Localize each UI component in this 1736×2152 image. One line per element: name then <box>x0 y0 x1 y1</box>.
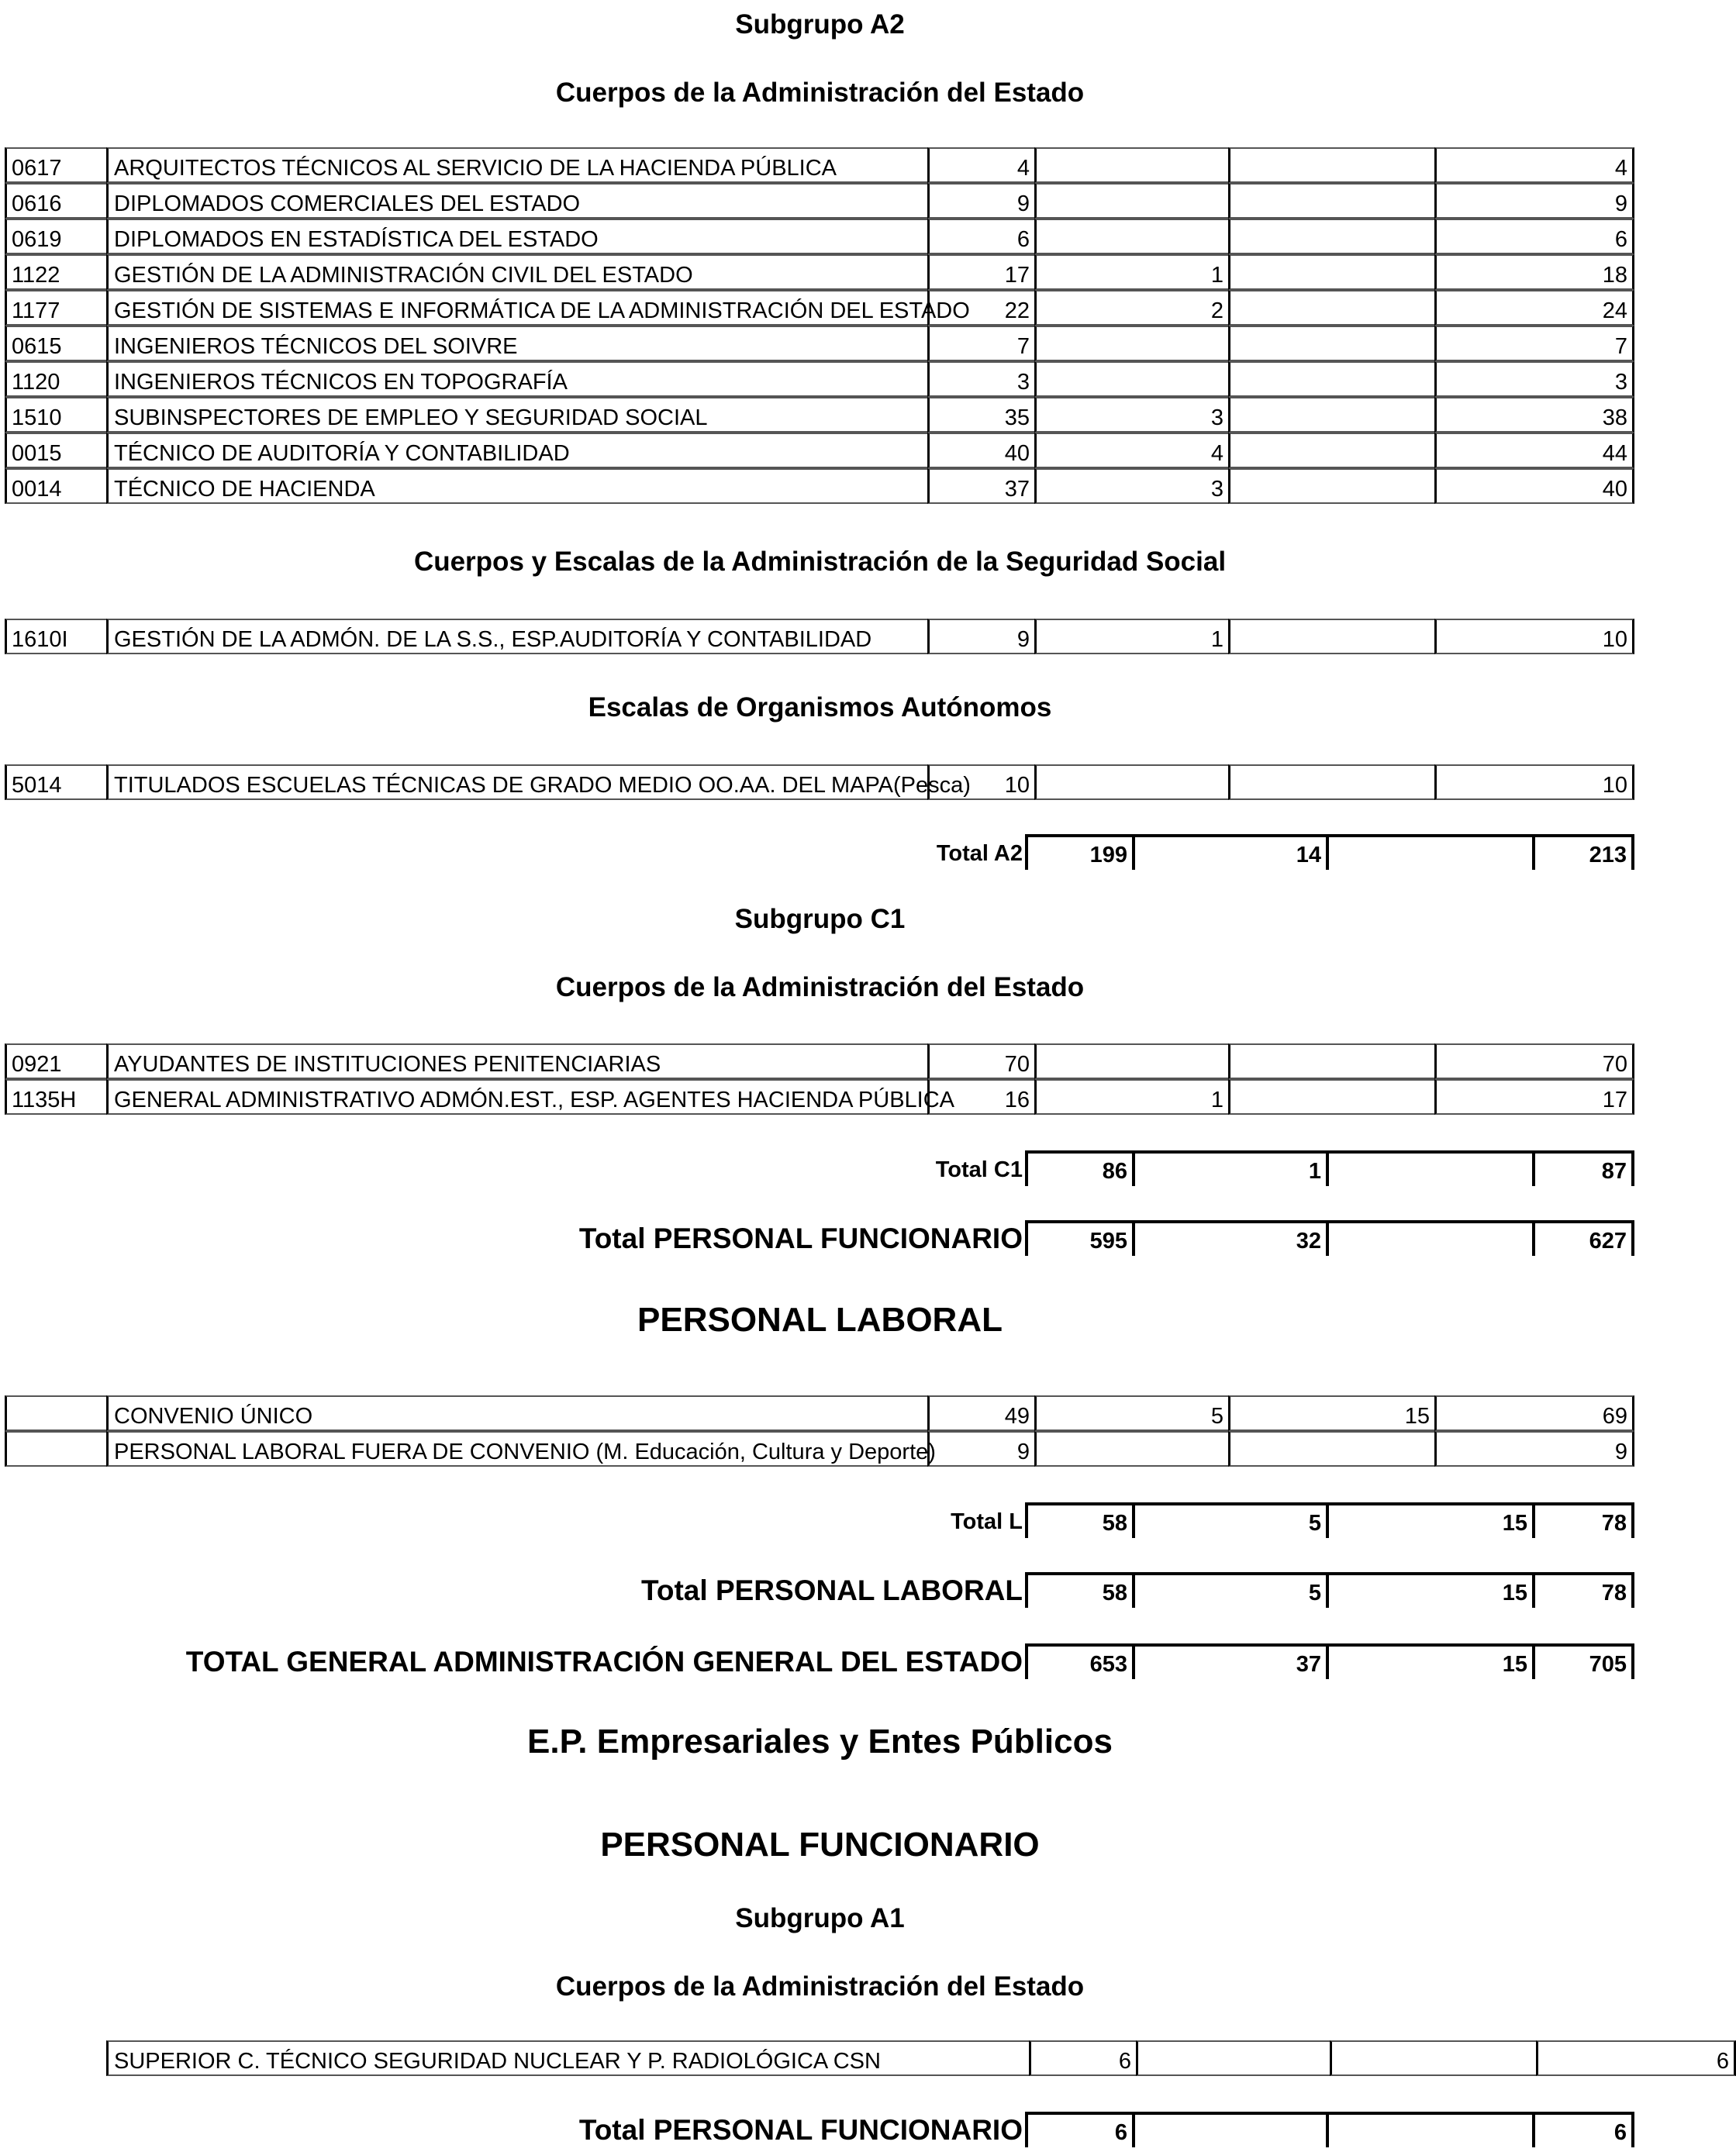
section-title-cuerpos-estado: Cuerpos de la Administración del Estado <box>555 1971 1085 2002</box>
row-value-2: 3 <box>1034 468 1228 504</box>
total-value-2: 5 <box>1132 1575 1326 1608</box>
total-cells <box>1025 1220 1634 1256</box>
total-cells <box>1025 834 1634 870</box>
total-value-3 <box>1326 837 1532 870</box>
row-name: INGENIEROS TÉCNICOS EN TOPOGRAFÍA <box>106 361 1029 397</box>
row-code: 1177 <box>5 290 106 326</box>
total-value-3 <box>1326 2115 1532 2147</box>
table-row <box>5 1043 1634 1079</box>
row-name: ARQUITECTOS TÉCNICOS AL SERVICIO DE LA HACIENDA PÚBLICA <box>106 147 1029 183</box>
row-value-2: 4 <box>1034 433 1228 468</box>
row-name: GESTIÓN DE LA ADMINISTRACIÓN CIVIL DEL ESTADO <box>106 254 1029 290</box>
total-label: Total C1 <box>935 1157 1023 1182</box>
row-value-total: 10 <box>1434 764 1634 800</box>
row-code <box>5 1395 106 1431</box>
row-code <box>5 1431 106 1467</box>
total-value-3: 15 <box>1326 1575 1532 1608</box>
row-value-1: 7 <box>927 326 1034 361</box>
total-value-3: 15 <box>1326 1647 1532 1679</box>
row-value-3 <box>1330 2040 1536 2076</box>
row-value-total: 24 <box>1434 290 1634 326</box>
row-value-1: 49 <box>927 1395 1034 1431</box>
row-name: SUPERIOR C. TÉCNICO SEGURIDAD NUCLEAR Y P. RADIOLÓGICA CSN <box>106 2040 1029 2076</box>
row-value-2: 3 <box>1034 397 1228 433</box>
row-value-total: 6 <box>1434 219 1634 254</box>
row-value-1: 70 <box>927 1043 1034 1079</box>
row-value-2: 1 <box>1034 619 1228 654</box>
row-value-1: 35 <box>927 397 1034 433</box>
total-value-1: 199 <box>1025 837 1132 870</box>
total-value-3: 15 <box>1326 1505 1532 1538</box>
row-name: GESTIÓN DE SISTEMAS E INFORMÁTICA DE LA ADMINISTRACIÓN DEL ESTADO <box>106 290 1029 326</box>
row-value-2 <box>1034 147 1228 183</box>
section-title-personal-funcionario: PERSONAL FUNCIONARIO <box>600 1826 1040 1864</box>
row-value-3 <box>1228 1043 1434 1079</box>
row-name: GESTIÓN DE LA ADMÓN. DE LA S.S., ESP.AUDITORÍA Y CONTABILIDAD <box>106 619 1029 654</box>
row-value-total: 4 <box>1434 147 1634 183</box>
row-value-total: 69 <box>1434 1395 1634 1431</box>
row-value-3 <box>1228 433 1434 468</box>
row-value-total: 44 <box>1434 433 1634 468</box>
row-name: GENERAL ADMINISTRATIVO ADMÓN.EST., ESP. AGENTES HACIENDA PÚBLICA <box>106 1079 1029 1115</box>
total-label: Total L <box>951 1509 1023 1534</box>
row-value-total: 7 <box>1434 326 1634 361</box>
section-title-subgrupo-c1: Subgrupo C1 <box>734 904 906 934</box>
row-value-1: 16 <box>927 1079 1034 1115</box>
row-name: CONVENIO ÚNICO <box>106 1395 1029 1431</box>
total-label: TOTAL GENERAL ADMINISTRACIÓN GENERAL DEL ESTADO <box>185 1646 1023 1678</box>
total-value-2: 5 <box>1132 1505 1326 1538</box>
total-label: Total A2 <box>936 841 1023 866</box>
row-name: TITULADOS ESCUELAS TÉCNICAS DE GRADO MEDIO OO.AA. DEL MAPA(Pesca) <box>106 764 1029 800</box>
row-value-1: 9 <box>927 1431 1034 1467</box>
row-value-total: 38 <box>1434 397 1634 433</box>
row-value-2 <box>1034 219 1228 254</box>
table-row <box>5 361 1634 397</box>
row-value-3 <box>1228 361 1434 397</box>
table-row <box>5 326 1634 361</box>
total-row-personal-laboral <box>0 1572 1640 1608</box>
total-value-1: 595 <box>1025 1223 1132 1256</box>
total-row-a2 <box>0 834 1640 870</box>
total-value-2: 1 <box>1132 1154 1326 1186</box>
row-value-1: 22 <box>927 290 1034 326</box>
row-code: 0615 <box>5 326 106 361</box>
total-value-1: 653 <box>1025 1647 1132 1679</box>
row-value-total: 70 <box>1434 1043 1634 1079</box>
row-code: 1510 <box>5 397 106 433</box>
total-value-total: 78 <box>1532 1505 1634 1538</box>
table-row <box>5 764 1634 800</box>
row-name: TÉCNICO DE AUDITORÍA Y CONTABILIDAD <box>106 433 1029 468</box>
section-title-cuerpos-estado: Cuerpos de la Administración del Estado <box>555 78 1085 108</box>
row-name: DIPLOMADOS EN ESTADÍSTICA DEL ESTADO <box>106 219 1029 254</box>
row-value-1: 6 <box>1029 2040 1136 2076</box>
table-row <box>5 147 1634 183</box>
row-value-2 <box>1034 361 1228 397</box>
row-value-3 <box>1228 764 1434 800</box>
row-code: 1120 <box>5 361 106 397</box>
total-value-total: 6 <box>1532 2115 1634 2147</box>
total-row-personal-funcionario <box>0 1220 1640 1256</box>
row-value-2: 2 <box>1034 290 1228 326</box>
row-value-2 <box>1136 2040 1330 2076</box>
total-value-2: 37 <box>1132 1647 1326 1679</box>
total-value-total: 213 <box>1532 837 1634 870</box>
row-value-2 <box>1034 1431 1228 1467</box>
table-row <box>5 290 1634 326</box>
total-row-c1 <box>0 1150 1640 1186</box>
total-value-2: 32 <box>1132 1223 1326 1256</box>
total-cells <box>1025 2112 1634 2147</box>
table-row <box>106 2040 1729 2076</box>
row-value-3 <box>1228 397 1434 433</box>
row-value-1: 37 <box>927 468 1034 504</box>
total-value-3 <box>1326 1154 1532 1186</box>
row-value-3 <box>1228 326 1434 361</box>
row-value-2 <box>1034 1043 1228 1079</box>
row-code: 0619 <box>5 219 106 254</box>
table-row <box>5 254 1634 290</box>
row-value-3: 15 <box>1228 1395 1434 1431</box>
table-row <box>5 1395 1634 1431</box>
row-name: TÉCNICO DE HACIENDA <box>106 468 1029 504</box>
row-value-1: 6 <box>927 219 1034 254</box>
total-cells <box>1025 1643 1634 1679</box>
row-name: DIPLOMADOS COMERCIALES DEL ESTADO <box>106 183 1029 219</box>
row-value-3 <box>1228 254 1434 290</box>
row-value-2 <box>1034 183 1228 219</box>
row-value-3 <box>1228 147 1434 183</box>
total-value-1: 58 <box>1025 1505 1132 1538</box>
row-code: 0616 <box>5 183 106 219</box>
row-value-2 <box>1034 764 1228 800</box>
total-value-total: 78 <box>1532 1575 1634 1608</box>
total-value-total: 705 <box>1532 1647 1634 1679</box>
total-value-3 <box>1326 1223 1532 1256</box>
row-name: INGENIEROS TÉCNICOS DEL SOIVRE <box>106 326 1029 361</box>
row-value-total: 9 <box>1434 183 1634 219</box>
total-cells <box>1025 1572 1634 1608</box>
row-value-1: 10 <box>927 764 1034 800</box>
row-name: PERSONAL LABORAL FUERA DE CONVENIO (M. Educación, Cultura y Deporte) <box>106 1431 1029 1467</box>
total-value-1: 86 <box>1025 1154 1132 1186</box>
table-row <box>5 619 1634 654</box>
total-value-1: 58 <box>1025 1575 1132 1608</box>
row-code: 0015 <box>5 433 106 468</box>
section-title-organismos-autonomos: Escalas de Organismos Autónomos <box>588 692 1052 723</box>
row-value-1: 40 <box>927 433 1034 468</box>
row-code: 0014 <box>5 468 106 504</box>
row-value-total: 6 <box>1536 2040 1736 2076</box>
row-value-total: 10 <box>1434 619 1634 654</box>
row-value-1: 9 <box>927 619 1034 654</box>
section-title-subgrupo-a1: Subgrupo A1 <box>735 1903 905 1933</box>
row-code: 1610I <box>5 619 106 654</box>
total-value-total: 87 <box>1532 1154 1634 1186</box>
section-title-personal-laboral: PERSONAL LABORAL <box>637 1301 1003 1339</box>
row-value-2 <box>1034 326 1228 361</box>
row-value-1: 3 <box>927 361 1034 397</box>
section-title-cuerpos-estado: Cuerpos de la Administración del Estado <box>555 972 1085 1002</box>
row-value-3 <box>1228 619 1434 654</box>
row-value-3 <box>1228 290 1434 326</box>
row-value-2: 5 <box>1034 1395 1228 1431</box>
row-value-1: 9 <box>927 183 1034 219</box>
row-value-total: 17 <box>1434 1079 1634 1115</box>
section-title-seguridad-social: Cuerpos y Escalas de la Administración de la Seguridad Social <box>413 547 1227 577</box>
total-label: Total PERSONAL FUNCIONARIO <box>578 2114 1023 2146</box>
total-value-2 <box>1132 2115 1326 2147</box>
row-value-total: 18 <box>1434 254 1634 290</box>
section-title-ep-empresariales: E.P. Empresariales y Entes Públicos <box>527 1723 1113 1761</box>
row-code: 0921 <box>5 1043 106 1079</box>
section-title-subgrupo-a2: Subgrupo A2 <box>735 9 905 40</box>
total-cells <box>1025 1150 1634 1186</box>
row-value-total: 3 <box>1434 361 1634 397</box>
total-value-total: 627 <box>1532 1223 1634 1256</box>
table-row <box>5 1079 1634 1115</box>
table-row <box>5 468 1634 504</box>
row-value-1: 17 <box>927 254 1034 290</box>
row-value-1: 4 <box>927 147 1034 183</box>
row-code: 1135H <box>5 1079 106 1115</box>
total-value-1: 6 <box>1025 2115 1132 2147</box>
row-value-total: 9 <box>1434 1431 1634 1467</box>
total-row-ep-personal-funcionario <box>0 2112 1640 2147</box>
row-value-2: 1 <box>1034 254 1228 290</box>
total-row-general <box>0 1643 1640 1679</box>
total-row-l <box>0 1502 1640 1538</box>
row-value-3 <box>1228 1079 1434 1115</box>
row-value-3 <box>1228 468 1434 504</box>
row-name: SUBINSPECTORES DE EMPLEO Y SEGURIDAD SOCIAL <box>106 397 1029 433</box>
total-label: Total PERSONAL LABORAL <box>641 1574 1023 1606</box>
row-name: AYUDANTES DE INSTITUCIONES PENITENCIARIAS <box>106 1043 1029 1079</box>
row-value-2: 1 <box>1034 1079 1228 1115</box>
row-code: 0617 <box>5 147 106 183</box>
row-code: 5014 <box>5 764 106 800</box>
row-value-3 <box>1228 183 1434 219</box>
row-value-3 <box>1228 219 1434 254</box>
row-code: 1122 <box>5 254 106 290</box>
table-row <box>5 219 1634 254</box>
table-row <box>5 397 1634 433</box>
total-label: Total PERSONAL FUNCIONARIO <box>578 1223 1023 1254</box>
row-value-3 <box>1228 1431 1434 1467</box>
table-row <box>5 1431 1634 1467</box>
table-row <box>5 183 1634 219</box>
row-value-total: 40 <box>1434 468 1634 504</box>
table-row <box>5 433 1634 468</box>
total-cells <box>1025 1502 1634 1538</box>
total-value-2: 14 <box>1132 837 1326 870</box>
